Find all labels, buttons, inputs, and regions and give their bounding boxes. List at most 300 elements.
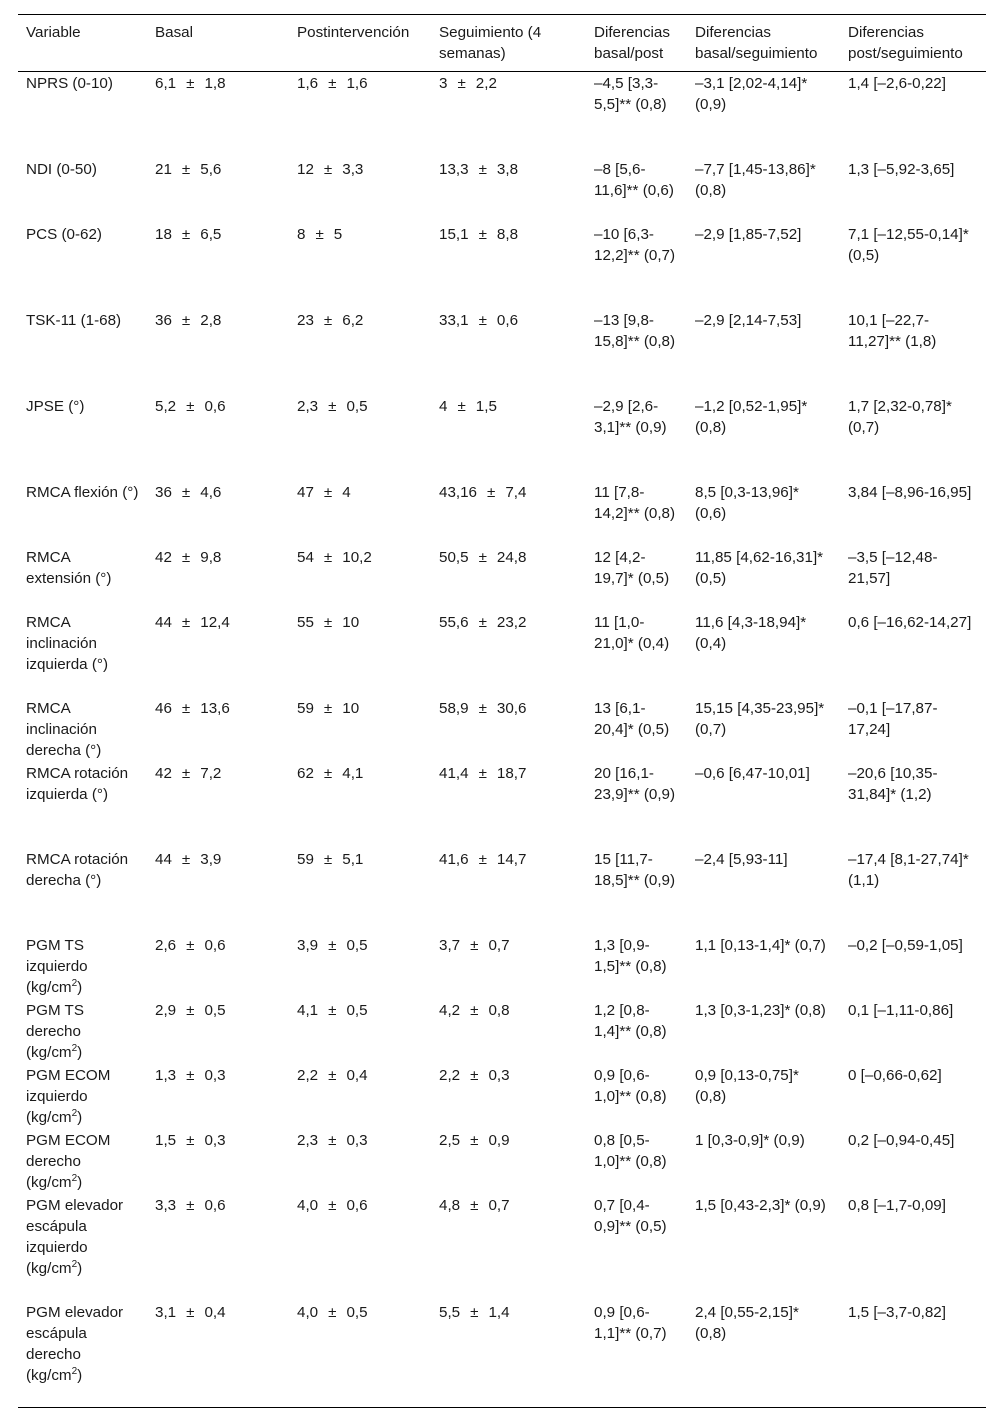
mean-value: 12 — [297, 160, 314, 178]
plus-minus-sign: ± — [457, 75, 466, 92]
plus-minus-sign: ± — [186, 936, 195, 954]
cell-post — [289, 697, 431, 762]
cell-diff-basal-followup: 2,4 [0,55-2,15]* (0,8) — [695, 1303, 799, 1342]
sd-value: 3,8 — [496, 160, 519, 178]
cell-basal — [147, 934, 289, 999]
cell-post — [289, 848, 431, 934]
cell-diff-basal-post: 12 [4,2-19,7]* (0,5) — [594, 548, 670, 587]
sd-value: 5,1 — [342, 850, 364, 868]
cell-diff-post-followup: –3,5 [–12,48-21,57] — [848, 548, 938, 587]
plus-minus-sign: ± — [181, 764, 191, 782]
cell-post — [289, 762, 431, 848]
variable-name: PGM elevador escápula izquierdo — [26, 1196, 124, 1256]
cell-basal — [147, 1129, 289, 1194]
variable-unit: (kg/cm — [26, 1043, 72, 1061]
variable-unit: (kg/cm — [26, 1173, 72, 1191]
table-header-row — [18, 15, 986, 72]
mean-value: 4,2 — [439, 1001, 461, 1019]
cell-variable — [18, 223, 147, 309]
variable-name: PGM TS derecho — [26, 1001, 84, 1040]
cell-basal — [147, 158, 289, 223]
unit-exponent: 2 — [71, 1258, 78, 1270]
plus-minus-sign: ± — [323, 548, 333, 566]
sd-value: 5 — [333, 225, 343, 243]
plus-minus-sign: ± — [457, 397, 466, 415]
mean-value: 3 — [439, 75, 448, 92]
plus-minus-sign: ± — [181, 613, 191, 631]
variable-name: RMCA extensión (°) — [26, 548, 112, 587]
table-row — [18, 158, 986, 223]
sd-value: 5,6 — [200, 160, 222, 178]
cell-diff-basal-post: 0,8 [0,5-1,0]** (0,8) — [594, 1131, 667, 1170]
sd-value: 14,7 — [496, 850, 527, 868]
unit-close: ) — [77, 1259, 83, 1277]
sd-value: 0,5 — [346, 936, 368, 954]
cell-basal — [147, 72, 289, 158]
plus-minus-sign: ± — [186, 75, 195, 92]
header-diff-basal-post: Diferencias basal/post — [594, 24, 670, 62]
plus-minus-sign: ± — [323, 311, 333, 329]
mean-value: 21 — [155, 160, 172, 178]
plus-minus-sign: ± — [470, 1001, 479, 1019]
cell-basal — [147, 1064, 289, 1129]
cell-diff-basal-post: –2,9 [2,6-3,1]** (0,9) — [594, 397, 667, 436]
cell-diff-basal-post: 13 [6,1-20,4]* (0,5) — [594, 699, 670, 738]
plus-minus-sign: ± — [323, 764, 333, 782]
sd-value: 0,6 — [346, 1196, 368, 1214]
cell-variable — [18, 934, 147, 999]
mean-value: 18 — [155, 225, 172, 243]
plus-minus-sign: ± — [315, 225, 324, 243]
cell-diff-basal-post: –8 [5,6-11,6]** (0,6) — [594, 160, 674, 199]
cell-followup — [431, 546, 586, 611]
cell-post — [289, 395, 431, 481]
variable-name: RMCA inclinación derecha (°) — [26, 699, 102, 759]
sd-value: 1,4 — [488, 1303, 510, 1321]
cell-diff-basal-post: 15 [11,7-18,5]** (0,9) — [594, 850, 676, 889]
cell-post — [289, 611, 431, 697]
cell-diff-post-followup: 7,1 [–12,55-0,14]* (0,5) — [848, 225, 969, 264]
table-row — [18, 934, 986, 999]
plus-minus-sign: ± — [328, 936, 337, 954]
table-row — [18, 1064, 986, 1129]
cell-variable — [18, 481, 147, 546]
cell-variable — [18, 546, 147, 611]
plus-minus-sign: ± — [181, 850, 191, 868]
cell-variable — [18, 1194, 147, 1301]
plus-minus-sign: ± — [328, 397, 337, 415]
cell-diff-post-followup: –0,1 [–17,87-17,24] — [848, 699, 938, 738]
plus-minus-sign: ± — [328, 1196, 337, 1214]
mean-value: 4,8 — [439, 1196, 461, 1214]
variable-name: NDI (0-50) — [26, 160, 97, 178]
sd-value: 12,4 — [200, 613, 230, 631]
cell-basal — [147, 697, 289, 762]
variable-name: PCS (0-62) — [26, 225, 102, 243]
sd-value: 3,3 — [342, 160, 364, 178]
variable-name: PGM elevador escápula derecho — [26, 1303, 124, 1363]
cell-basal — [147, 395, 289, 481]
unit-close: ) — [77, 1173, 83, 1191]
plus-minus-sign: ± — [470, 1131, 479, 1149]
cell-diff-basal-post: –13 [9,8-15,8]** (0,8) — [594, 311, 676, 350]
results-table-container — [18, 14, 986, 1408]
sd-value: 23,2 — [496, 613, 527, 631]
sd-value: 1,8 — [204, 75, 226, 92]
mean-value: 55,6 — [439, 613, 469, 631]
cell-diff-basal-followup: –2,9 [2,14-7,53] — [695, 311, 802, 329]
cell-post — [289, 1301, 431, 1408]
plus-minus-sign: ± — [478, 160, 487, 178]
cell-post — [289, 1129, 431, 1194]
sd-value: 0,6 — [204, 1196, 226, 1214]
mean-value: 3,9 — [297, 936, 319, 954]
cell-followup — [431, 1064, 586, 1129]
unit-close: ) — [77, 978, 83, 996]
mean-value: 8 — [297, 225, 306, 243]
cell-diff-basal-post: 0,9 [0,6-1,0]** (0,8) — [594, 1066, 667, 1105]
sd-value: 0,6 — [496, 311, 519, 329]
cell-variable — [18, 1129, 147, 1194]
mean-value: 3,3 — [155, 1196, 177, 1214]
cell-diff-post-followup: 0,6 [–16,62-14,27] — [848, 613, 972, 631]
cell-diff-basal-post: 1,3 [0,9-1,5]** (0,8) — [594, 936, 667, 975]
plus-minus-sign: ± — [478, 699, 487, 717]
cell-basal — [147, 848, 289, 934]
mean-value: 1,6 — [297, 75, 319, 92]
cell-basal — [147, 762, 289, 848]
mean-value: 1,3 — [155, 1066, 177, 1084]
table-row — [18, 481, 986, 546]
table-row — [18, 848, 986, 934]
cell-variable — [18, 697, 147, 762]
cell-followup — [431, 1301, 586, 1408]
header-post: Postintervención — [297, 24, 410, 41]
cell-diff-basal-followup: 11,85 [4,62-16,31]* (0,5) — [695, 548, 824, 587]
cell-diff-post-followup: 0,2 [–0,94-0,45] — [848, 1131, 955, 1149]
header-diff-basal-followup: Diferencias basal/seguimiento — [695, 24, 818, 62]
cell-followup — [431, 1129, 586, 1194]
table-row — [18, 1301, 986, 1408]
variable-unit: (kg/cm — [26, 1108, 72, 1126]
cell-followup — [431, 223, 586, 309]
mean-value: 1,5 — [155, 1131, 177, 1149]
table-row — [18, 223, 986, 309]
cell-diff-basal-post: 11 [7,8-14,2]** (0,8) — [594, 483, 676, 522]
unit-exponent: 2 — [71, 1365, 78, 1377]
cell-diff-post-followup: 10,1 [–22,7-11,27]** (1,8) — [848, 311, 937, 350]
mean-value: 33,1 — [439, 311, 469, 329]
plus-minus-sign: ± — [478, 613, 487, 631]
mean-value: 44 — [155, 613, 172, 631]
plus-minus-sign: ± — [323, 160, 333, 178]
cell-diff-basal-followup: –3,1 [2,02-4,14]* (0,9) — [695, 75, 808, 113]
cell-variable — [18, 395, 147, 481]
mean-value: 5,5 — [439, 1303, 461, 1321]
mean-value: 2,9 — [155, 1001, 177, 1019]
mean-value: 47 — [297, 483, 314, 501]
mean-value: 3,1 — [155, 1303, 177, 1321]
mean-value: 44 — [155, 850, 172, 868]
plus-minus-sign: ± — [328, 1303, 337, 1321]
plus-minus-sign: ± — [186, 1131, 195, 1149]
cell-diff-post-followup: –0,2 [–0,59-1,05] — [848, 936, 963, 954]
mean-value: 3,7 — [439, 936, 461, 954]
table-row — [18, 395, 986, 481]
plus-minus-sign: ± — [328, 1131, 337, 1149]
sd-value: 0,7 — [488, 936, 510, 954]
cell-diff-post-followup: –20,6 [10,35-31,84]* (1,2) — [848, 764, 938, 803]
unit-close: ) — [77, 1043, 83, 1061]
cell-basal — [147, 999, 289, 1064]
cell-followup — [431, 395, 586, 481]
cell-diff-basal-followup: 0,9 [0,13-0,75]* (0,8) — [695, 1066, 799, 1105]
unit-close: ) — [77, 1366, 83, 1384]
table-row — [18, 72, 986, 158]
variable-name: PGM TS izquierdo — [26, 936, 88, 975]
cell-diff-basal-followup: –2,9 [1,85-7,52] — [695, 225, 802, 243]
mean-value: 36 — [155, 311, 172, 329]
cell-diff-basal-followup: –1,2 [0,52-1,95]* (0,8) — [695, 397, 808, 436]
variable-name: RMCA rotación derecha (°) — [26, 850, 129, 889]
variable-name: RMCA rotación izquierda (°) — [26, 764, 129, 803]
mean-value: 15,1 — [439, 225, 469, 243]
cell-variable — [18, 611, 147, 697]
mean-value: 41,6 — [439, 850, 469, 868]
cell-post — [289, 999, 431, 1064]
cell-diff-basal-post: 20 [16,1-23,9]** (0,9) — [594, 764, 676, 803]
plus-minus-sign: ± — [323, 699, 333, 717]
mean-value: 2,2 — [439, 1066, 461, 1084]
mean-value: 4,0 — [297, 1303, 319, 1321]
cell-post — [289, 481, 431, 546]
sd-value: 0,5 — [204, 1001, 226, 1019]
sd-value: 4 — [342, 483, 351, 501]
cell-basal — [147, 1194, 289, 1301]
plus-minus-sign: ± — [487, 483, 496, 501]
plus-minus-sign: ± — [323, 613, 333, 631]
cell-followup — [431, 934, 586, 999]
plus-minus-sign: ± — [470, 1066, 479, 1084]
plus-minus-sign: ± — [328, 1001, 337, 1019]
cell-variable — [18, 1064, 147, 1129]
mean-value: 13,3 — [439, 160, 469, 178]
cell-variable — [18, 848, 147, 934]
table-row — [18, 546, 986, 611]
mean-value: 55 — [297, 613, 314, 631]
plus-minus-sign: ± — [478, 225, 487, 243]
cell-diff-basal-followup: 1,3 [0,3-1,23]* (0,8) — [695, 1001, 826, 1019]
sd-value: 1,5 — [475, 397, 497, 415]
header-followup: Seguimiento (4 semanas) — [439, 24, 542, 62]
sd-value: 0,3 — [204, 1131, 226, 1149]
cell-diff-basal-post: 0,7 [0,4-0,9]** (0,5) — [594, 1196, 667, 1235]
cell-followup — [431, 762, 586, 848]
cell-diff-basal-post: –4,5 [3,3-5,5]** (0,8) — [594, 75, 667, 113]
sd-value: 0,9 — [488, 1131, 510, 1149]
plus-minus-sign: ± — [181, 225, 191, 243]
cell-diff-post-followup: –17,4 [8,1-27,74]* (1,1) — [848, 850, 969, 889]
mean-value: 62 — [297, 764, 314, 782]
mean-value: 5,2 — [155, 397, 177, 415]
sd-value: 4,1 — [342, 764, 364, 782]
sd-value: 0,3 — [204, 1066, 226, 1084]
mean-value: 41,4 — [439, 764, 469, 782]
variable-name: PGM ECOM izquierdo — [26, 1066, 111, 1105]
plus-minus-sign: ± — [186, 1001, 195, 1019]
cell-post — [289, 309, 431, 395]
cell-diff-post-followup: 3,84 [–8,96-16,95] — [848, 483, 972, 501]
table-row — [18, 697, 986, 762]
table-row — [18, 611, 986, 697]
mean-value: 2,3 — [297, 1131, 319, 1149]
plus-minus-sign: ± — [328, 75, 337, 92]
unit-exponent: 2 — [71, 1107, 78, 1119]
table-row — [18, 309, 986, 395]
cell-diff-post-followup: 1,5 [–3,7-0,82] — [848, 1303, 946, 1321]
mean-value: 54 — [297, 548, 314, 566]
cell-variable — [18, 762, 147, 848]
sd-value: 0,4 — [346, 1066, 368, 1084]
sd-value: 9,8 — [200, 548, 222, 566]
variable-name: JPSE (°) — [26, 397, 85, 415]
mean-value: 23 — [297, 311, 314, 329]
plus-minus-sign: ± — [470, 1303, 479, 1321]
sd-value: 0,3 — [346, 1131, 368, 1149]
plus-minus-sign: ± — [186, 397, 195, 415]
cell-followup — [431, 309, 586, 395]
plus-minus-sign: ± — [181, 699, 191, 717]
sd-value: 18,7 — [496, 764, 527, 782]
cell-diff-basal-followup: –7,7 [1,45-13,86]* (0,8) — [695, 160, 816, 199]
unit-exponent: 2 — [71, 1042, 78, 1054]
cell-post — [289, 1064, 431, 1129]
cell-variable — [18, 72, 147, 158]
cell-diff-post-followup: 1,4 [–2,6-0,22] — [848, 75, 946, 92]
sd-value: 1,6 — [346, 75, 368, 92]
cell-post — [289, 223, 431, 309]
unit-exponent: 2 — [71, 977, 78, 989]
mean-value: 42 — [155, 764, 172, 782]
plus-minus-sign: ± — [181, 160, 191, 178]
sd-value: 7,4 — [505, 483, 527, 501]
sd-value: 0,8 — [488, 1001, 510, 1019]
cell-followup — [431, 481, 586, 546]
cell-variable — [18, 1301, 147, 1408]
plus-minus-sign: ± — [470, 1196, 479, 1214]
sd-value: 0,4 — [204, 1303, 226, 1321]
plus-minus-sign: ± — [186, 1303, 195, 1321]
sd-value: 30,6 — [496, 699, 527, 717]
mean-value: 4 — [439, 397, 448, 415]
sd-value: 0,6 — [204, 397, 226, 415]
cell-diff-basal-post: 11 [1,0-21,0]* (0,4) — [594, 613, 670, 652]
sd-value: 0,5 — [346, 397, 368, 415]
cell-followup — [431, 1194, 586, 1301]
mean-value: 58,9 — [439, 699, 469, 717]
cell-diff-basal-followup: 1,1 [0,13-1,4]* (0,7) — [695, 936, 826, 954]
cell-post — [289, 72, 431, 158]
plus-minus-sign: ± — [181, 311, 191, 329]
plus-minus-sign: ± — [478, 311, 487, 329]
table-row — [18, 999, 986, 1064]
sd-value: 6,2 — [342, 311, 364, 329]
mean-value: 36 — [155, 483, 172, 501]
mean-value: 2,2 — [297, 1066, 319, 1084]
mean-value: 6,1 — [155, 75, 177, 92]
cell-post — [289, 546, 431, 611]
cell-diff-post-followup: 1,7 [2,32-0,78]* (0,7) — [848, 397, 952, 436]
mean-value: 4,1 — [297, 1001, 319, 1019]
plus-minus-sign: ± — [186, 1066, 195, 1084]
sd-value: 4,6 — [200, 483, 222, 501]
variable-name: PGM ECOM derecho — [26, 1131, 111, 1170]
cell-diff-post-followup: 0 [–0,66-0,62] — [848, 1066, 942, 1084]
cell-diff-basal-followup: –2,4 [5,93-11] — [695, 850, 788, 868]
table-body — [18, 72, 986, 1408]
mean-value: 2,6 — [155, 936, 177, 954]
cell-basal — [147, 309, 289, 395]
sd-value: 6,5 — [200, 225, 222, 243]
sd-value: 10 — [342, 699, 360, 717]
cell-followup — [431, 999, 586, 1064]
mean-value: 59 — [297, 699, 314, 717]
cell-diff-post-followup: 0,1 [–1,11-0,86] — [848, 1001, 954, 1019]
mean-value: 50,5 — [439, 548, 469, 566]
plus-minus-sign: ± — [478, 850, 487, 868]
sd-value: 7,2 — [200, 764, 222, 782]
plus-minus-sign: ± — [478, 764, 487, 782]
sd-value: 0,6 — [204, 936, 226, 954]
variable-name: NPRS (0-10) — [26, 75, 113, 92]
plus-minus-sign: ± — [328, 1066, 337, 1084]
cell-followup — [431, 72, 586, 158]
cell-followup — [431, 611, 586, 697]
cell-post — [289, 1194, 431, 1301]
cell-basal — [147, 1301, 289, 1408]
cell-followup — [431, 697, 586, 762]
cell-diff-basal-followup: 1,5 [0,43-2,3]* (0,9) — [695, 1196, 826, 1214]
cell-diff-basal-followup: 15,15 [4,35-23,95]* (0,7) — [695, 699, 825, 738]
cell-variable — [18, 158, 147, 223]
variable-name: RMCA flexión (°) — [26, 483, 139, 501]
mean-value: 59 — [297, 850, 314, 868]
mean-value: 46 — [155, 699, 172, 717]
mean-value: 43,16 — [439, 483, 478, 501]
cell-basal — [147, 611, 289, 697]
sd-value: 0,5 — [346, 1303, 368, 1321]
sd-value: 2,2 — [475, 75, 497, 92]
sd-value: 8,8 — [496, 225, 519, 243]
cell-post — [289, 158, 431, 223]
variable-unit: (kg/cm — [26, 978, 72, 996]
sd-value: 0,7 — [488, 1196, 510, 1214]
cell-diff-post-followup: 0,8 [–1,7-0,09] — [848, 1196, 946, 1214]
cell-variable — [18, 999, 147, 1064]
cell-diff-basal-post: –10 [6,3-12,2]** (0,7) — [594, 225, 676, 264]
sd-value: 3,9 — [200, 850, 222, 868]
plus-minus-sign: ± — [478, 548, 487, 566]
table-row — [18, 1129, 986, 1194]
plus-minus-sign: ± — [323, 483, 333, 501]
cell-diff-basal-followup: 8,5 [0,3-13,96]* (0,6) — [695, 483, 799, 522]
sd-value: 24,8 — [496, 548, 527, 566]
cell-diff-basal-followup: –0,6 [6,47-10,01] — [695, 764, 810, 782]
cell-basal — [147, 481, 289, 546]
plus-minus-sign: ± — [470, 936, 479, 954]
plus-minus-sign: ± — [323, 850, 333, 868]
variable-name: RMCA inclinación izquierda (°) — [26, 613, 109, 673]
